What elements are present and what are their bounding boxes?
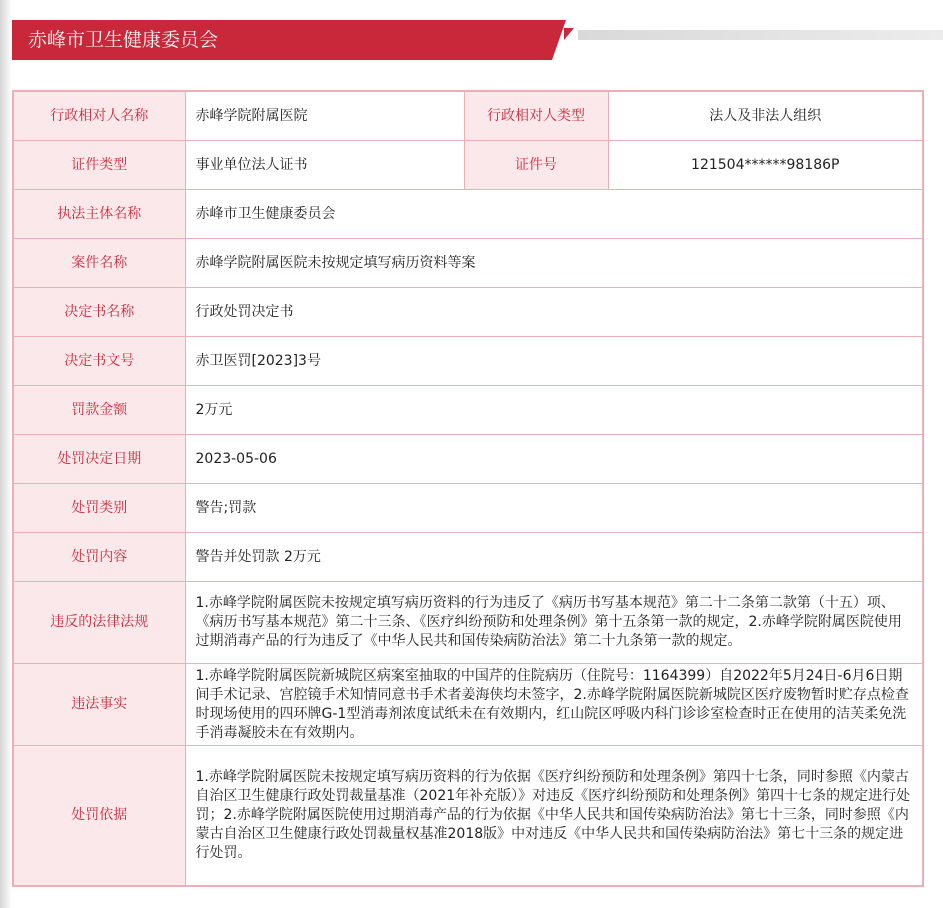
row-label: 行政相对人名称 [13, 91, 185, 141]
row-label: 处罚依据 [13, 746, 185, 886]
row-label: 违法事实 [13, 664, 185, 746]
row-value: 1.赤峰学院附属医院未按规定填写病历资料的行为依据《医疗纠纷预防和处理条例》第四十七条，同时参照《内蒙古自治区卫生健康行政处罚裁量基准（2021年补充版）》对违反《医疗纠纷预防和处理条例》第四十七条的规定进行处罚；2.赤峰学院附属医院使用过期消毒产品的行为依据《中华人民共和国传染病防治法》第七十三条，同时参照《内蒙古自治区卫生健康行政处罚裁量权基准2018版》中对违反《中华人民共和国传染病防治法》第七十三条的规定进行处罚。 [185, 746, 923, 886]
table-row [13, 141, 923, 190]
table-row [13, 664, 923, 746]
row-value: 2023-05-06 [185, 435, 923, 484]
row-value: 赤卫医罚[2023]3号 [185, 337, 923, 386]
row-label: 处罚内容 [13, 533, 185, 582]
table-row [13, 190, 923, 239]
header-notch [552, 20, 566, 60]
header-tick [564, 28, 574, 40]
row-value: 警告;罚款 [185, 484, 923, 533]
table-row [13, 288, 923, 337]
row-label: 执法主体名称 [13, 190, 185, 239]
row-value: 行政处罚决定书 [185, 288, 923, 337]
row-label: 罚款金额 [13, 386, 185, 435]
row-value: 法人及非法人组织 [608, 91, 923, 141]
row-value: 事业单位法人证书 [185, 141, 464, 190]
row-value: 2万元 [185, 386, 923, 435]
row-label: 案件名称 [13, 239, 185, 288]
table-row [13, 746, 923, 886]
row-label: 证件号 [464, 141, 608, 190]
row-value: 121504******98186P [608, 141, 923, 190]
row-value: 赤峰学院附属医院 [185, 91, 464, 141]
table-row [13, 337, 923, 386]
row-label: 决定书文号 [13, 337, 185, 386]
row-value: 1.赤峰学院附属医院未按规定填写病历资料的行为违反了《病历书写基本规范》第二十二条第二款第（十五）项、《病历书写基本规范》第二十三条、《医疗纠纷预防和处理条例》第十五条第一款的规定，2.赤峰学院附属医院使用过期消毒产品的行为违反了《中华人民共和国传染病防治法》第二十九条第一款的规定。 [185, 582, 923, 664]
page-title: 赤峰市卫生健康委员会 [28, 29, 219, 51]
row-label: 行政相对人类型 [464, 91, 608, 141]
row-value: 赤峰市卫生健康委员会 [185, 190, 923, 239]
table-row [13, 484, 923, 533]
table-row [13, 239, 923, 288]
row-value: 警告并处罚款 2万元 [185, 533, 923, 582]
row-label: 违反的法律法规 [13, 582, 185, 664]
table-row [13, 91, 923, 141]
row-label: 决定书名称 [13, 288, 185, 337]
table-row [13, 582, 923, 664]
penalty-info-table [12, 90, 924, 887]
left-edge-shadow [0, 0, 12, 908]
table-row [13, 435, 923, 484]
row-value: 1.赤峰学院附属医院新城院区病案室抽取的中国芹的住院病历（住院号：1164399）自2022年5月24日-6月6日期间手术记录、宫腔镜手术知情同意书手术者姜海侠均未签字，2.赤峰学院附属医院新城院区医疗废物暂时贮存点检查时现场使用的四环牌G-1型消毒剂浓度试纸未在有效期内，红山院区呼吸内科门诊诊室检查时正在使用的洁芙柔免洗手消毒凝胶未在有效期内。 [185, 664, 923, 746]
table-row [13, 386, 923, 435]
row-label: 证件类型 [13, 141, 185, 190]
row-label: 处罚决定日期 [13, 435, 185, 484]
row-value: 赤峰学院附属医院未按规定填写病历资料等案 [185, 239, 923, 288]
table-row [13, 533, 923, 582]
header-decor-bar [578, 30, 943, 40]
page-header [12, 20, 943, 60]
row-label: 处罚类别 [13, 484, 185, 533]
